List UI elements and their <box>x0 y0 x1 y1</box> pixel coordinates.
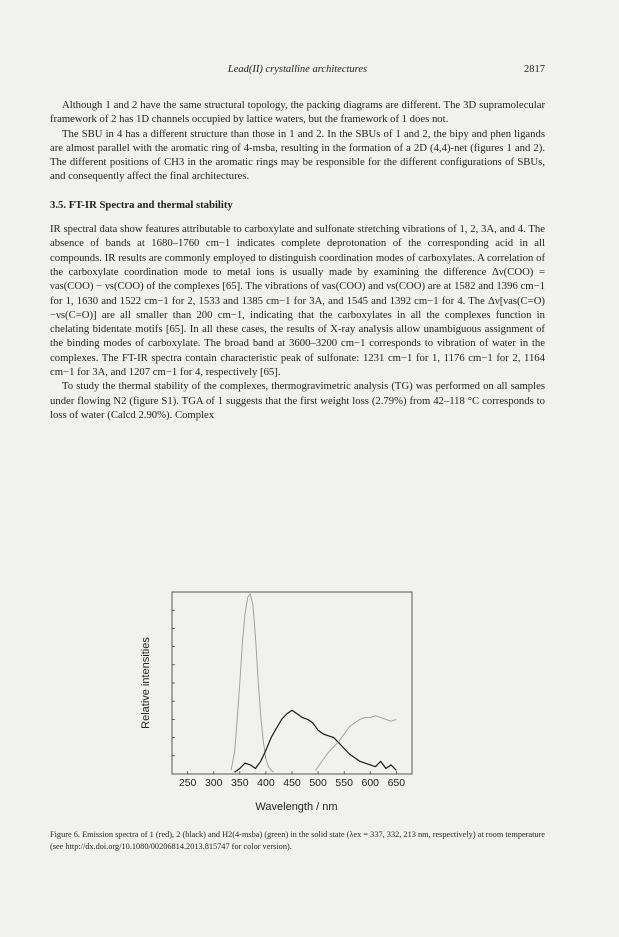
series-line-2 <box>235 710 397 772</box>
x-tick-label: 250 <box>178 777 197 789</box>
body-text <box>50 98 545 422</box>
paragraph-1: Although 1 and 2 have the same structural topology, the packing diagrams are different. The 3D supramolecular framework of 2 has 1D channels occupied by lattice waters, but the framework of 1 does not. <box>50 99 545 126</box>
x-tick-label: 450 <box>283 777 301 789</box>
figure-caption: Figure 6. Emission spectra of 1 (red), 2 (black) and H2(4-msba) (green) in the solid state (λex = 337, 332, 213 nm, respectively) at room temperature (see http://dx.doi.org/10.1080/00206814.2013.815747 for color version). <box>50 830 545 851</box>
emission-spectra-chart <box>128 588 418 818</box>
paragraph-4: To study the thermal stability of the complexes, thermogravimetric analysis (TG) was performed on all samples under flowing N2 (figure S1). TGA of 1 suggests that the first weight loss (2.79%) from 42–118 °C corresponds to loss of water (Calcd 2.90%). Complex <box>50 380 545 421</box>
running-head <box>50 64 545 80</box>
plot-frame <box>172 592 412 774</box>
section-heading: 3.5. FT-IR Spectra and thermal stability <box>50 198 233 211</box>
series-line-3 <box>316 716 397 771</box>
x-tick-label: 550 <box>335 777 353 789</box>
page-number: 2817 <box>524 64 545 75</box>
x-tick-label: 400 <box>257 777 275 789</box>
x-tick-label: 350 <box>231 777 249 789</box>
x-tick-label: 600 <box>361 777 380 789</box>
x-tick-label: 300 <box>204 777 223 789</box>
running-title: Lead(II) crystalline architectures <box>227 64 368 75</box>
x-tick-label: 650 <box>387 777 406 789</box>
x-tick-label: 500 <box>309 777 327 789</box>
paragraph-2: The SBU in 4 has a different structure than those in 1 and 2. In the SBUs of 1 and 2, the bipy and phen ligands are almost parallel with the aromatic ring of 4-msba, resulting in the formation of a 2D (4,4)-net (figures 1 and 2). The different positions of CH3 in the aromatic rings may be responsible for the different configurations of SBUs, and consequently affect the final architectures. <box>50 127 545 183</box>
paragraph-3: IR spectral data show features attributable to carboxylate and sulfonate stretching vibrations of 1, 2, 3A, and 4. The absence of bands at 1680–1760 cm−1 indicates complete deprotonation of the corresponding acid in all compounds. IR results are commonly employed to distinguish coordination modes of carboxylates. A correlation of the carboxylate coordination mode to metal ions is usually made by examining the difference Δν(COO) = νas(COO) − νs(COO) of the complexes [65]. The vibrations of νas(COO) and νs(COO) are at 1582 and 1396 cm−1 for 1, 1630 and 1522 cm−1 for 2, 1533 and 1385 cm−1 for 3A, and 1545 and 1392 cm−1 for 4. The Δν[νas(C=O)−νs(C=O)] are all smaller than 200 cm−1, indicating that the carboxylates in all the complexes function in chelating bidentate motifs [65]. In all these cases, the results of X-ray analysis allow unambiguous assignment of the binding modes of carboxylate. The broad band at 3600–3200 cm−1 corresponds to vibration of water in the complexes. The FT-IR spectra contain characteristic peak of sulfonate: 1231 cm−1 for 1, 1176 cm−1 for 2, 1164 cm−1 for 3A, and 1207 cm−1 for 4, respectively [65]. <box>50 223 545 379</box>
y-axis-label: Relative intensities <box>140 637 152 729</box>
x-axis-title: Wavelength / nm <box>255 801 338 813</box>
